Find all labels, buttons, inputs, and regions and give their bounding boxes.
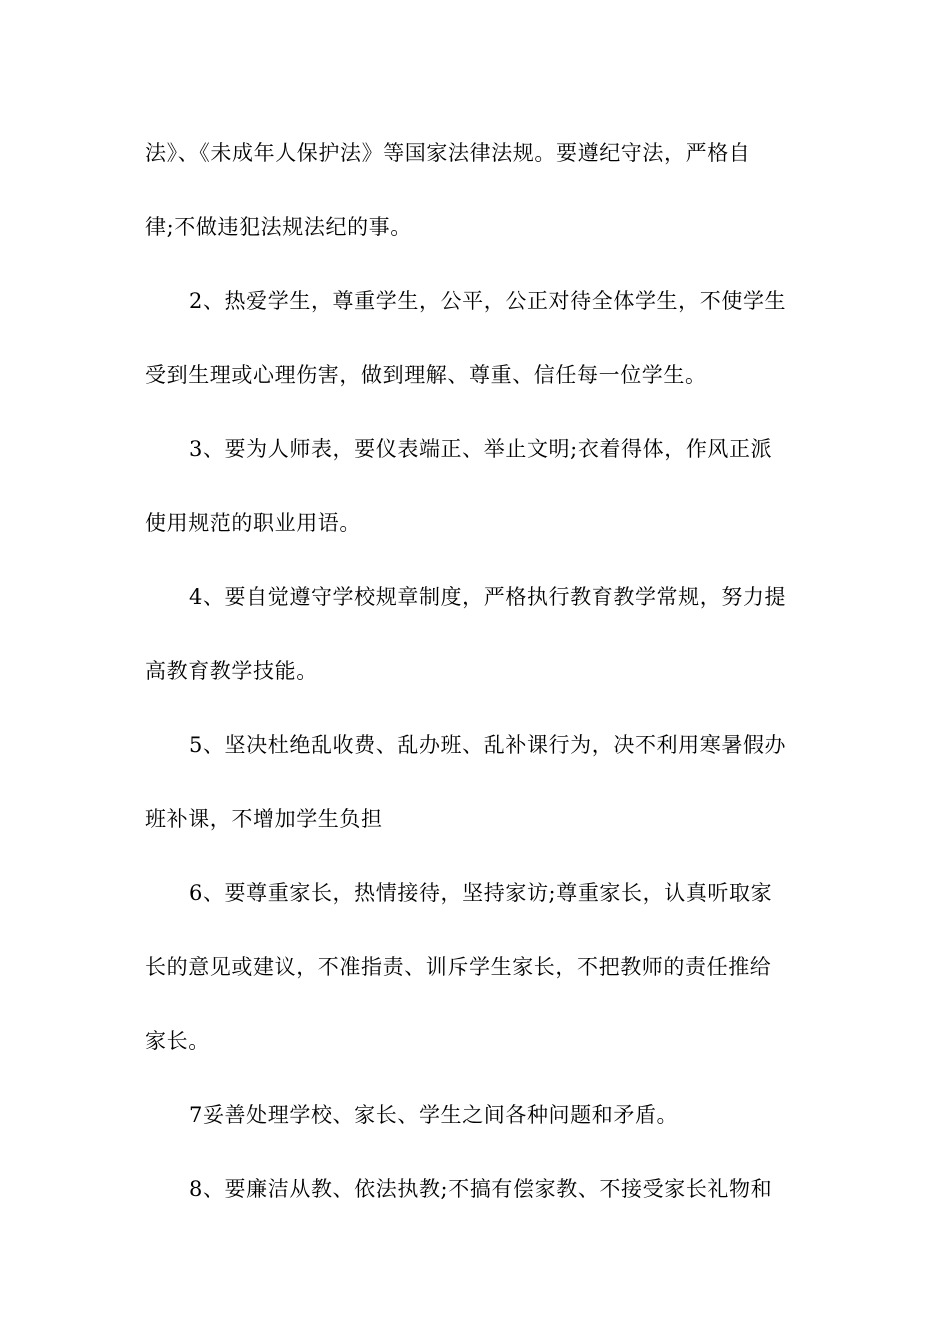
text-line: 2、热爱学生，尊重学生，公平，公正对待全体学生，不使学生 <box>189 289 787 313</box>
text-line: 受到生理或心理伤害，做到理解、尊重、信任每一位学生。 <box>145 363 707 387</box>
text-line: 长的意见或建议，不准指责、训斥学生家长，不把教师的责任推给 <box>145 955 772 979</box>
text-line: 4、要自觉遵守学校规章制度，严格执行教育教学常规，努力提 <box>189 585 787 609</box>
text-line: 家长。 <box>145 1029 210 1053</box>
text-line: 5、坚决杜绝乱收费、乱办班、乱补课行为，决不利用寒暑假办 <box>189 733 787 757</box>
text-line: 法》、《未成年人保护法》等国家法律法规。要遵纪守法，严格自 <box>145 141 751 165</box>
text-line: 8、要廉洁从教、依法执教;不搞有偿家教、不接受家长礼物和 <box>189 1177 773 1201</box>
text-line: 律;不做违犯法规法纪的事。 <box>145 215 412 239</box>
text-line: 班补课，不增加学生负担 <box>145 807 383 831</box>
text-line: 6、要尊重家长，热情接待，坚持家访;尊重家长，认真听取家 <box>189 881 773 905</box>
text-line: 3、要为人师表，要仪表端正、举止文明;衣着得体，作风正派 <box>189 437 773 461</box>
document-body <box>145 131 810 1241</box>
text-line: 7妥善处理学校、家长、学生之间各种问题和矛盾。 <box>189 1103 679 1127</box>
text-line: 使用规范的职业用语。 <box>145 511 361 535</box>
text-line: 高教育教学技能。 <box>145 659 318 683</box>
